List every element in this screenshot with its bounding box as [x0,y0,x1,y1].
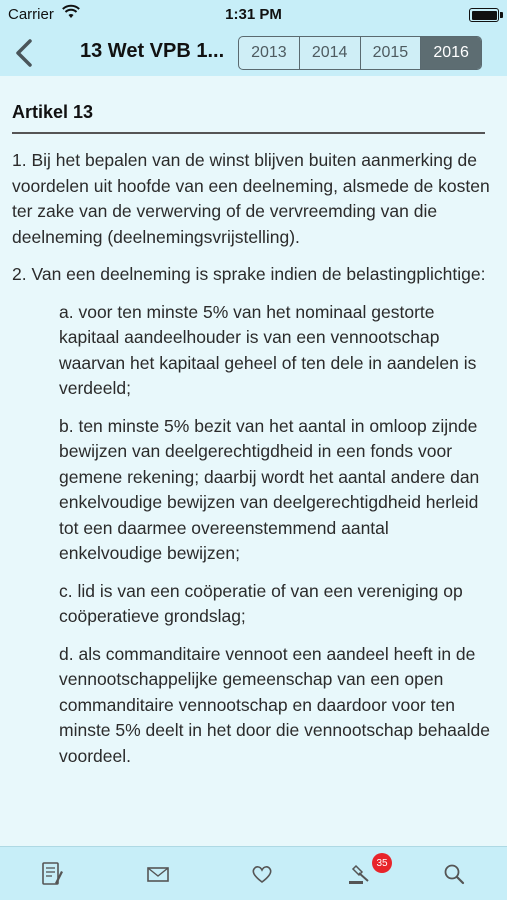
tab-search[interactable] [442,861,468,887]
notification-badge: 35 [372,853,392,873]
envelope-icon [146,861,170,887]
year-segmented-control [238,36,482,70]
year-segment-2014[interactable]: 2014 [300,37,361,69]
article-title: Artikel 13 [12,102,94,122]
article-subitem-b: b. ten minste 5% bezit van het aantal in omloop zijnde bewijzen van deelgerechtigdheid in een fonds voor gemene rekening; daarbij wordt het aantal andere dan enkelvoudige bewijzen van deelgerechtigdheid herleid tot een daarmee overeenstemmend aantal enkelvoudige bewijzen; [59,415,480,563]
carrier-label: Carrier [8,6,54,23]
battery-icon [469,8,499,22]
title-divider [12,132,485,134]
article-paragraph-1: 1. Bij het bepalen van de winst blijven buiten aanmerking de voordelen uit hoofde van een deelneming, alsmede de kosten ter zake van de verwerving of de vervreemding van die deelneming (deelnemingsvrijstelling). [12,150,490,247]
article-subitem-a: a. voor ten minste 5% van het nominaal gestorte kapitaal aandeelhouder is van een vennootschap waarvan het kapitaal geheel of ten dele in aandelen is verdeeld; [59,301,477,398]
search-icon [442,861,466,887]
document-icon [40,861,64,887]
tab-favorites[interactable] [250,861,276,887]
navigation-bar [0,30,507,76]
status-bar [0,0,507,30]
chevron-left-icon [10,36,40,70]
gavel-icon [346,861,372,887]
article-body [12,148,492,781]
page-title: 13 Wet VPB 1... [80,40,225,62]
year-segment-2013[interactable]: 2013 [239,37,300,69]
article-subitem-d: d. als commanditaire vennoot een aandeel heeft in de vennootschappelijke gemeenschap van een open commanditaire vennootschap en daardoor voor ten minste 5% deelt in het door die vennootschap behaalde voordeel. [59,643,490,766]
year-segment-2016[interactable]: 2016 [421,37,481,69]
article-paragraph-2: 2. Van een deelneming is sprake indien de belastingplichtige: [12,264,486,284]
article-content[interactable] [0,76,507,846]
clock: 1:31 PM [225,6,282,23]
tab-bar [0,846,507,900]
tab-mail[interactable] [146,861,172,887]
heart-icon [250,861,274,887]
back-button[interactable] [10,36,40,70]
tab-document[interactable] [40,861,66,887]
article-subitem-c: c. lid is van een coöperatie of van een vereniging op coöperatieve grondslag; [59,580,463,626]
year-segment-2015[interactable]: 2015 [361,37,422,69]
tab-updates[interactable] [346,861,372,887]
